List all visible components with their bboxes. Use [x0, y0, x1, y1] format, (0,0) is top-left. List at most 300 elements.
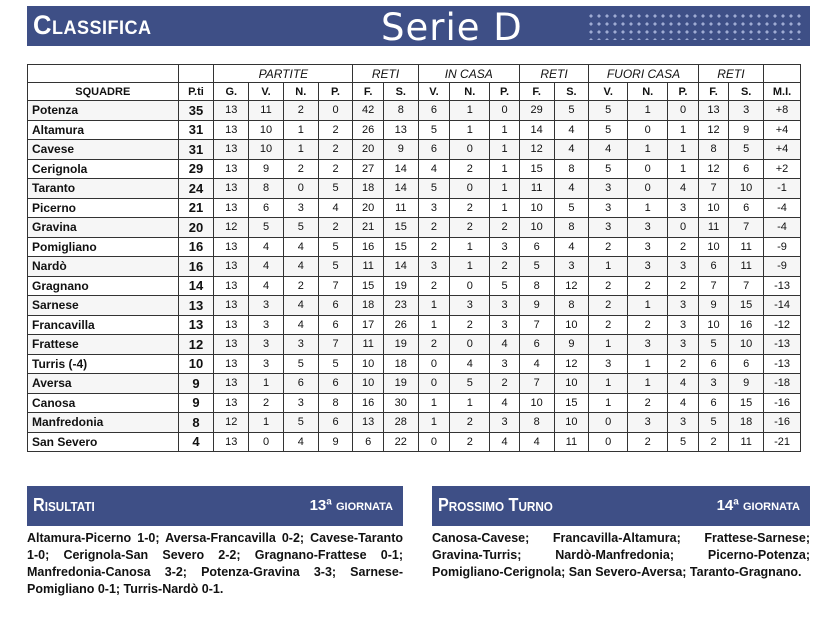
stat-cell: 14 [519, 120, 554, 140]
stat-cell: 10 [554, 374, 589, 394]
stat-cell: 3 [283, 393, 318, 413]
column-header: N. [283, 83, 318, 101]
stat-cell: 4 [283, 257, 318, 277]
stat-cell: 1 [628, 354, 668, 374]
stat-cell: 26 [383, 315, 418, 335]
stat-cell: 1 [418, 413, 450, 433]
stat-cell: 3 [490, 315, 519, 335]
table-row [28, 257, 801, 277]
stat-cell: 0 [490, 101, 519, 121]
stat-cell: 1 [628, 140, 668, 160]
stat-cell: 11 [729, 237, 764, 257]
stat-cell: 2 [418, 218, 450, 238]
stat-cell: 12 [698, 159, 729, 179]
stat-cell: 1 [418, 296, 450, 316]
stat-cell: 18 [353, 179, 384, 199]
stat-cell: 18 [353, 296, 384, 316]
stat-cell: 2 [490, 374, 519, 394]
stat-cell: 16 [353, 393, 384, 413]
stat-cell: 3 [249, 296, 284, 316]
stat-cell: 1 [668, 159, 699, 179]
stat-cell: 0 [668, 101, 699, 121]
stat-cell: 2 [318, 218, 353, 238]
stat-cell: 5 [698, 413, 729, 433]
stat-cell: 13 [214, 159, 249, 179]
stat-cell: 42 [353, 101, 384, 121]
stat-cell: 4 [554, 179, 589, 199]
stat-cell: -4 [764, 218, 801, 238]
stat-cell: 1 [418, 393, 450, 413]
blank-header-cell [28, 65, 179, 83]
stat-cell: 11 [353, 257, 384, 277]
stat-cell: 3 [668, 198, 699, 218]
table-row [28, 335, 801, 355]
stat-cell: 1 [628, 296, 668, 316]
points-cell: 21 [178, 198, 214, 218]
stat-cell: 2 [450, 159, 490, 179]
stat-cell: 4 [249, 276, 284, 296]
stat-cell: 5 [283, 354, 318, 374]
stat-cell: 21 [353, 218, 384, 238]
stat-cell: 4 [554, 120, 589, 140]
stat-cell: 2 [418, 335, 450, 355]
stat-cell: 2 [589, 237, 628, 257]
team-name: Manfredonia [28, 413, 179, 433]
header-banner [27, 6, 810, 49]
stat-cell: 10 [698, 237, 729, 257]
stat-cell: 1 [450, 120, 490, 140]
stat-cell: 3 [628, 257, 668, 277]
stat-cell: 11 [353, 335, 384, 355]
stat-cell: 0 [589, 432, 628, 452]
stat-cell: 6 [353, 432, 384, 452]
column-header: M.I. [764, 83, 801, 101]
stat-cell: 9 [249, 159, 284, 179]
results-banner [27, 486, 403, 526]
stat-cell: 19 [383, 374, 418, 394]
stat-cell: 5 [450, 374, 490, 394]
team-name: Pomigliano [28, 237, 179, 257]
stat-cell: -14 [764, 296, 801, 316]
group-header-row [28, 65, 801, 83]
stat-cell: 6 [283, 374, 318, 394]
stat-cell: 9 [383, 140, 418, 160]
stat-cell: 7 [318, 335, 353, 355]
stat-cell: 3 [589, 354, 628, 374]
team-name: Altamura [28, 120, 179, 140]
stat-cell: 12 [519, 140, 554, 160]
stat-cell: 15 [519, 159, 554, 179]
stat-cell: 2 [318, 140, 353, 160]
stat-cell: 14 [383, 257, 418, 277]
table-row [28, 315, 801, 335]
stat-cell: 0 [450, 276, 490, 296]
stat-cell: 10 [729, 335, 764, 355]
stat-cell: 3 [628, 237, 668, 257]
stat-cell: -9 [764, 257, 801, 277]
column-header: S. [729, 83, 764, 101]
team-name: Picerno [28, 198, 179, 218]
stat-cell: 6 [729, 159, 764, 179]
team-name: Sarnese [28, 296, 179, 316]
column-header: V. [589, 83, 628, 101]
stat-cell: 1 [628, 374, 668, 394]
points-cell: 29 [178, 159, 214, 179]
stat-cell: 10 [698, 315, 729, 335]
stat-cell: -13 [764, 276, 801, 296]
stat-cell: +8 [764, 101, 801, 121]
stat-cell: 5 [418, 179, 450, 199]
stat-cell: 1 [450, 101, 490, 121]
stat-cell: 3 [729, 101, 764, 121]
stat-cell: 2 [249, 393, 284, 413]
column-header: V. [418, 83, 450, 101]
stat-cell: 2 [589, 296, 628, 316]
team-name: Cerignola [28, 159, 179, 179]
column-header: G. [214, 83, 249, 101]
stat-cell: 3 [589, 179, 628, 199]
stat-cell: 2 [450, 413, 490, 433]
stat-cell: 3 [589, 198, 628, 218]
table-row [28, 276, 801, 296]
points-cell: 12 [178, 335, 214, 355]
stat-cell: 2 [450, 198, 490, 218]
stat-cell: 5 [519, 257, 554, 277]
stat-cell: 16 [729, 315, 764, 335]
stat-cell: 6 [729, 198, 764, 218]
stat-cell: 2 [450, 315, 490, 335]
stat-cell: 3 [490, 296, 519, 316]
column-header: P. [318, 83, 353, 101]
stat-cell: -1 [764, 179, 801, 199]
stat-cell: 28 [383, 413, 418, 433]
stat-cell: 1 [668, 120, 699, 140]
stat-cell: 3 [249, 354, 284, 374]
points-cell: 8 [178, 413, 214, 433]
stat-cell: 3 [283, 335, 318, 355]
next-round-banner [432, 486, 810, 526]
table-row [28, 413, 801, 433]
stat-cell: 6 [249, 198, 284, 218]
blank-header-cell [178, 65, 214, 83]
stat-cell: 10 [519, 218, 554, 238]
stat-cell: -13 [764, 335, 801, 355]
stat-cell: 8 [383, 101, 418, 121]
stat-cell: 1 [283, 140, 318, 160]
column-header: V. [249, 83, 284, 101]
stat-cell: 3 [490, 413, 519, 433]
stat-cell: 4 [283, 296, 318, 316]
stat-cell: 2 [318, 120, 353, 140]
stat-cell: 5 [318, 354, 353, 374]
points-cell: 24 [178, 179, 214, 199]
table-row [28, 296, 801, 316]
stat-cell: 3 [554, 257, 589, 277]
stat-cell: 12 [554, 276, 589, 296]
team-name: Cavese [28, 140, 179, 160]
stat-cell: 4 [450, 354, 490, 374]
page-title: Serie D [381, 6, 523, 49]
stat-cell: 19 [383, 276, 418, 296]
table-row [28, 374, 801, 394]
stat-cell: 11 [554, 432, 589, 452]
team-name: Frattese [28, 335, 179, 355]
stat-cell: 15 [729, 296, 764, 316]
stat-cell: 0 [668, 218, 699, 238]
stat-cell: 6 [318, 315, 353, 335]
stat-cell: 4 [668, 374, 699, 394]
results-round: 13ª giornata [309, 497, 393, 514]
stat-cell: 15 [729, 393, 764, 413]
points-cell: 13 [178, 315, 214, 335]
stat-cell: -18 [764, 374, 801, 394]
stat-cell: 5 [318, 237, 353, 257]
stat-cell: 7 [698, 276, 729, 296]
stat-cell: 4 [519, 432, 554, 452]
stat-cell: -13 [764, 354, 801, 374]
stat-cell: 2 [668, 237, 699, 257]
stat-cell: 9 [729, 120, 764, 140]
stat-cell: 8 [554, 218, 589, 238]
stat-cell: 0 [450, 140, 490, 160]
stat-cell: 2 [450, 218, 490, 238]
stat-cell: 7 [519, 374, 554, 394]
column-header: F. [698, 83, 729, 101]
stat-cell: 5 [729, 140, 764, 160]
next-round-title: Prossimo Turno [438, 495, 553, 515]
stat-cell: 1 [628, 101, 668, 121]
points-cell: 9 [178, 393, 214, 413]
stat-cell: 1 [249, 374, 284, 394]
stat-cell: 2 [628, 276, 668, 296]
stat-cell: 3 [249, 315, 284, 335]
stat-cell: 5 [589, 101, 628, 121]
stat-cell: 14 [383, 159, 418, 179]
stat-cell: 5 [589, 120, 628, 140]
stat-cell: 3 [628, 413, 668, 433]
stat-cell: 9 [698, 296, 729, 316]
blank-header-cell [764, 65, 801, 83]
header-left-title: Classifica [33, 10, 152, 40]
group-header: PARTITE [214, 65, 353, 83]
stat-cell: 3 [589, 218, 628, 238]
stat-cell: 6 [318, 296, 353, 316]
stat-cell: 6 [519, 237, 554, 257]
stat-cell: 13 [214, 315, 249, 335]
standings-body [28, 101, 801, 452]
stat-cell: 13 [214, 374, 249, 394]
stat-cell: 2 [589, 276, 628, 296]
team-name: Canosa [28, 393, 179, 413]
stat-cell: 10 [698, 198, 729, 218]
stat-cell: 1 [450, 257, 490, 277]
stat-cell: 18 [729, 413, 764, 433]
stat-cell: 1 [589, 335, 628, 355]
stat-cell: 8 [249, 179, 284, 199]
stat-cell: 4 [668, 179, 699, 199]
stat-cell: 1 [418, 315, 450, 335]
stat-cell: 10 [519, 393, 554, 413]
group-header: RETI [519, 65, 589, 83]
stat-cell: 13 [214, 198, 249, 218]
stat-cell: 3 [668, 315, 699, 335]
stat-cell: 1 [450, 393, 490, 413]
points-cell: 35 [178, 101, 214, 121]
stat-cell: 2 [283, 101, 318, 121]
stat-cell: 0 [418, 374, 450, 394]
stat-cell: 1 [628, 198, 668, 218]
group-header: RETI [698, 65, 763, 83]
stat-cell: 1 [249, 413, 284, 433]
stat-cell: 2 [628, 315, 668, 335]
points-cell: 9 [178, 374, 214, 394]
stat-cell: 3 [490, 354, 519, 374]
stat-cell: 2 [418, 276, 450, 296]
stat-cell: 10 [353, 374, 384, 394]
stat-cell: 2 [490, 257, 519, 277]
column-header: S. [554, 83, 589, 101]
stat-cell: 2 [283, 159, 318, 179]
stat-cell: 11 [519, 179, 554, 199]
stat-cell: 10 [519, 198, 554, 218]
stat-cell: 3 [668, 257, 699, 277]
stat-cell: 6 [519, 335, 554, 355]
column-header: F. [353, 83, 384, 101]
table-row [28, 179, 801, 199]
stat-cell: 3 [698, 374, 729, 394]
stat-cell: 7 [318, 276, 353, 296]
team-name: Aversa [28, 374, 179, 394]
stat-cell: 3 [490, 237, 519, 257]
stat-cell: 1 [490, 120, 519, 140]
table-row [28, 354, 801, 374]
stat-cell: 13 [214, 101, 249, 121]
stat-cell: 0 [418, 354, 450, 374]
stat-cell: 4 [519, 354, 554, 374]
stat-cell: +2 [764, 159, 801, 179]
group-header: FUORI CASA [589, 65, 699, 83]
stat-cell: +4 [764, 120, 801, 140]
stat-cell: 7 [519, 315, 554, 335]
stat-cell: 4 [318, 198, 353, 218]
stat-cell: 5 [490, 276, 519, 296]
stat-cell: 2 [698, 432, 729, 452]
stat-cell: 13 [214, 257, 249, 277]
stat-cell: 10 [729, 179, 764, 199]
stat-cell: 13 [214, 432, 249, 452]
stat-cell: 2 [628, 432, 668, 452]
stat-cell: -16 [764, 393, 801, 413]
stat-cell: 15 [353, 276, 384, 296]
stat-cell: 2 [283, 276, 318, 296]
stat-cell: 10 [353, 354, 384, 374]
stat-cell: 20 [353, 198, 384, 218]
stat-cell: 3 [418, 198, 450, 218]
stat-cell: 12 [698, 120, 729, 140]
stat-cell: -16 [764, 413, 801, 433]
stat-cell: 3 [283, 198, 318, 218]
stat-cell: 1 [589, 257, 628, 277]
column-header: F. [519, 83, 554, 101]
stat-cell: 20 [353, 140, 384, 160]
table-row [28, 218, 801, 238]
stat-cell: 15 [383, 237, 418, 257]
stat-cell: 6 [318, 413, 353, 433]
stat-cell: 18 [383, 354, 418, 374]
stat-cell: 3 [450, 296, 490, 316]
stat-cell: 1 [668, 140, 699, 160]
stat-cell: 6 [418, 101, 450, 121]
points-cell: 16 [178, 237, 214, 257]
stat-cell: 7 [698, 179, 729, 199]
stat-cell: 11 [383, 198, 418, 218]
stat-cell: 5 [283, 218, 318, 238]
table-row [28, 159, 801, 179]
table-row [28, 101, 801, 121]
stat-cell: 5 [249, 218, 284, 238]
stat-cell: -9 [764, 237, 801, 257]
stat-cell: 5 [554, 198, 589, 218]
stat-cell: 4 [589, 140, 628, 160]
stat-cell: 27 [353, 159, 384, 179]
stat-cell: 2 [668, 276, 699, 296]
stat-cell: 3 [668, 296, 699, 316]
table-row [28, 198, 801, 218]
stat-cell: 0 [249, 432, 284, 452]
stat-cell: 5 [283, 413, 318, 433]
standings-table [27, 64, 801, 452]
points-cell: 10 [178, 354, 214, 374]
stat-cell: -12 [764, 315, 801, 335]
stat-cell: 13 [383, 120, 418, 140]
stat-cell: 11 [249, 101, 284, 121]
stat-cell: 7 [729, 276, 764, 296]
team-name: Turris (-4) [28, 354, 179, 374]
team-name: San Severo [28, 432, 179, 452]
stat-cell: 8 [519, 413, 554, 433]
stat-cell: 1 [490, 140, 519, 160]
stat-cell: 2 [490, 218, 519, 238]
points-cell: 20 [178, 218, 214, 238]
stat-cell: 9 [318, 432, 353, 452]
column-header: N. [628, 83, 668, 101]
stat-cell: 13 [698, 101, 729, 121]
stat-cell: 4 [283, 315, 318, 335]
table-row [28, 140, 801, 160]
table-row [28, 432, 801, 452]
stat-cell: 6 [418, 140, 450, 160]
header-dot-pattern [587, 12, 802, 40]
stat-cell: 4 [283, 237, 318, 257]
stat-cell: 11 [698, 218, 729, 238]
stat-cell: 0 [450, 179, 490, 199]
stat-cell: 0 [589, 413, 628, 433]
column-header: S. [383, 83, 418, 101]
stat-cell: 13 [214, 393, 249, 413]
stat-cell: 13 [214, 354, 249, 374]
stat-cell: 4 [490, 335, 519, 355]
stat-cell: 0 [318, 101, 353, 121]
stat-cell: 4 [249, 237, 284, 257]
stat-cell: 10 [249, 120, 284, 140]
stat-cell: 19 [383, 335, 418, 355]
stat-cell: 5 [418, 120, 450, 140]
stat-cell: 3 [628, 218, 668, 238]
stat-cell: 10 [249, 140, 284, 160]
stat-cell: 4 [283, 432, 318, 452]
stat-cell: 6 [318, 374, 353, 394]
table-row [28, 237, 801, 257]
